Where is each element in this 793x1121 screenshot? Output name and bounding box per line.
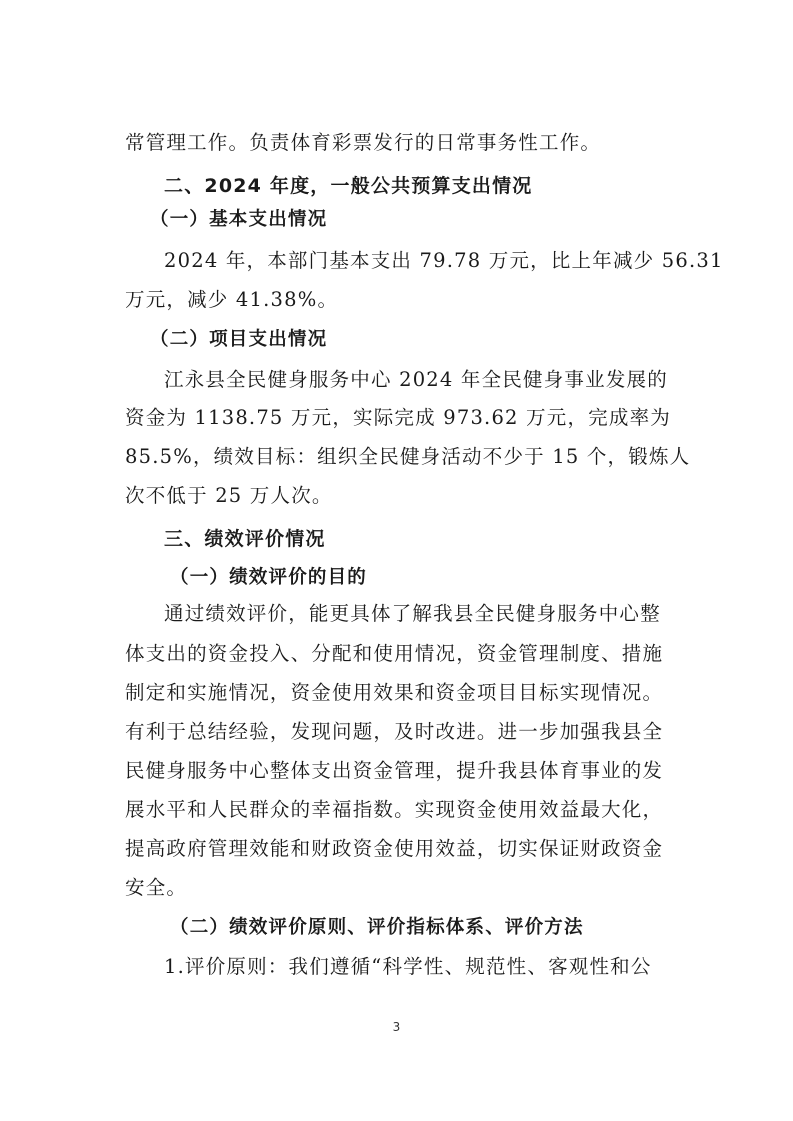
- paragraph-line: 万元，减少 41.38%。: [125, 288, 339, 311]
- paragraph-line: 常管理工作。负责体育彩票发行的日常事务性工作。: [125, 131, 602, 154]
- subsection-heading: （一）基本支出情况: [150, 209, 328, 230]
- paragraph-line: 2024 年，本部门基本支出 79.78 万元，比上年减少 56.31: [164, 249, 724, 272]
- paragraph-line: 通过绩效评价，能更具体了解我县全民健身服务中心整: [164, 602, 661, 625]
- paragraph-line: 制定和实施情况，资金使用效果和资金项目目标实现情况。: [125, 681, 664, 704]
- subsection-heading: （二）项目支出情况: [150, 329, 328, 350]
- paragraph-line: 85.5%，绩效目标：组织全民健身活动不少于 15 个，锻炼人: [125, 445, 691, 468]
- paragraph-line: 次不低于 25 万人次。: [125, 484, 333, 507]
- paragraph-line: 资金为 1138.75 万元，实际完成 973.62 万元，完成率为: [125, 406, 671, 429]
- subsection-heading: （二）绩效评价原则、评价指标体系、评价方法: [170, 917, 584, 938]
- paragraph-line: 有利于总结经验，发现问题，及时改进。进一步加强我县全: [125, 720, 664, 743]
- paragraph-line: 江永县全民健身服务中心 2024 年全民健身事业发展的: [164, 368, 668, 391]
- paragraph-line: 提高政府管理效能和财政资金使用效益，切实保证财政资金: [125, 837, 664, 860]
- section-heading: 二、2024 年度，一般公共预算支出情况: [164, 175, 533, 197]
- subsection-heading: （一）绩效评价的目的: [170, 567, 368, 588]
- paragraph-line: 安全。: [125, 876, 188, 899]
- page-number: 3: [392, 1020, 401, 1034]
- section-heading: 三、绩效评价情况: [164, 528, 326, 550]
- paragraph-line: 1.评价原则：我们遵循“科学性、规范性、客观性和公: [164, 955, 652, 978]
- paragraph-line: 展水平和人民群众的幸福指数。实现资金使用效益最大化，: [125, 798, 664, 821]
- paragraph-line: 民健身服务中心整体支出资金管理，提升我县体育事业的发: [125, 759, 664, 782]
- paragraph-line: 体支出的资金投入、分配和使用情况，资金管理制度、措施: [125, 642, 664, 665]
